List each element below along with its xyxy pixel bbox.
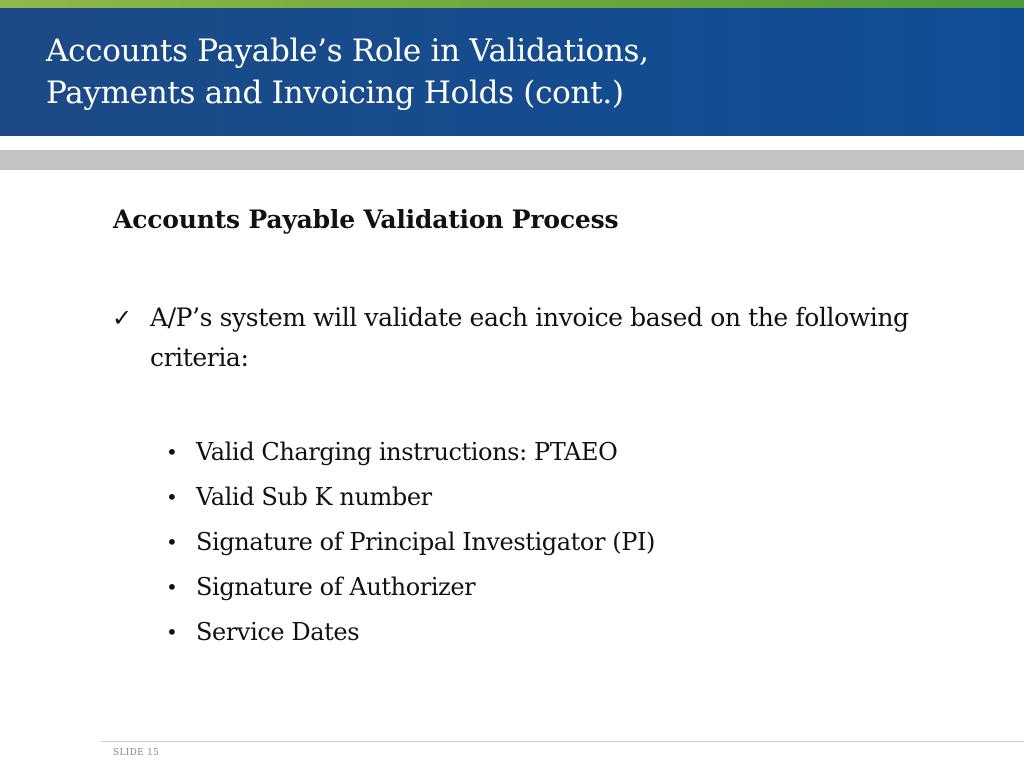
list-item bbox=[166, 429, 655, 474]
checkmark-icon: ✓ bbox=[112, 304, 133, 332]
bullet-icon: • bbox=[166, 529, 178, 554]
check-item bbox=[112, 298, 942, 378]
list-item-text: Signature of Principal Investigator (PI) bbox=[196, 527, 656, 556]
footer-divider bbox=[101, 741, 1024, 742]
slide-title-line-2: Payments and Invoicing Holds (cont.) bbox=[46, 75, 624, 111]
list-item bbox=[166, 609, 655, 654]
list-item-text: Signature of Authorizer bbox=[196, 572, 476, 601]
bullet-icon: • bbox=[166, 484, 178, 509]
list-item-text: Service Dates bbox=[196, 617, 360, 646]
slide-number: SLIDE 15 bbox=[113, 748, 160, 758]
title-band bbox=[0, 8, 1024, 136]
bullet-icon: • bbox=[166, 574, 178, 599]
divider-bar bbox=[0, 150, 1024, 170]
bullet-icon: • bbox=[166, 439, 178, 464]
slide-title bbox=[46, 30, 649, 114]
slide-title-line-1: Accounts Payable’s Role in Validations, bbox=[46, 33, 649, 69]
list-item-text: Valid Charging instructions: PTAEO bbox=[196, 437, 618, 466]
list-item bbox=[166, 564, 655, 609]
bullet-icon: • bbox=[166, 619, 178, 644]
section-heading: Accounts Payable Validation Process bbox=[113, 205, 619, 234]
check-item-text: A/P’s system will validate each invoice based on the following criteria: bbox=[150, 303, 909, 372]
criteria-list bbox=[166, 429, 655, 654]
list-item bbox=[166, 474, 655, 519]
list-item-text: Valid Sub K number bbox=[196, 482, 432, 511]
list-item bbox=[166, 519, 655, 564]
top-accent-stripe bbox=[0, 0, 1024, 8]
